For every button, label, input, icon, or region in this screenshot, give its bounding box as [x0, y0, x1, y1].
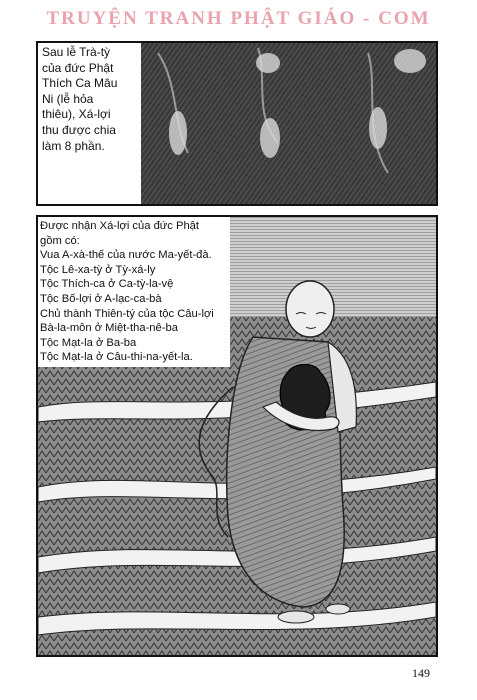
- caption-line: Ni (lễ hỏa: [42, 91, 94, 106]
- caption-line: Thích Ca Mâu: [42, 76, 118, 91]
- page-number: 149: [412, 666, 430, 680]
- caption-line: thiêu), Xá-lợi: [42, 107, 111, 122]
- caption-line: Vua A-xà-thế của nước Ma-yết-đà.: [40, 249, 212, 262]
- caption-line: Tộc Bố-lợi ở A-lạc-ca-bà: [40, 292, 162, 305]
- site-watermark: TRUYỆN TRANH PHẬT GIÁO - COM: [46, 8, 431, 29]
- caption-line: Sau lễ Trà-tỳ: [42, 45, 111, 59]
- comic-panel-1: [36, 41, 438, 206]
- caption-line: của đức Phật: [42, 60, 114, 75]
- caption-line: thu được chia: [42, 122, 116, 137]
- panel-2-caption: [38, 217, 230, 367]
- caption-line: gồm có:: [40, 234, 80, 247]
- caption-line: Tộc Mạt-la ở Ba-ba: [40, 336, 137, 349]
- caption-line: Bà-la-môn ở Miệt-tha-nê-ba: [40, 322, 178, 335]
- caption-line: Chủ thành Thiên-tý của tộc Câu-lợi: [40, 307, 214, 320]
- caption-line: làm 8 phần.: [42, 138, 105, 153]
- caption-line: Được nhận Xá-lợi của đức Phật: [40, 220, 200, 232]
- caption-line: Tộc Mạt-la ở Câu-thi-na-yết-la.: [40, 351, 193, 364]
- panel-1-caption: [38, 43, 141, 204]
- caption-line: Tộc Thích-ca ở Ca-tỳ-la-vệ: [40, 278, 174, 291]
- comic-panel-2: [36, 215, 438, 657]
- caption-line: Tộc Lê-xa-tỳ ở Tỳ-xá-ly: [40, 263, 156, 276]
